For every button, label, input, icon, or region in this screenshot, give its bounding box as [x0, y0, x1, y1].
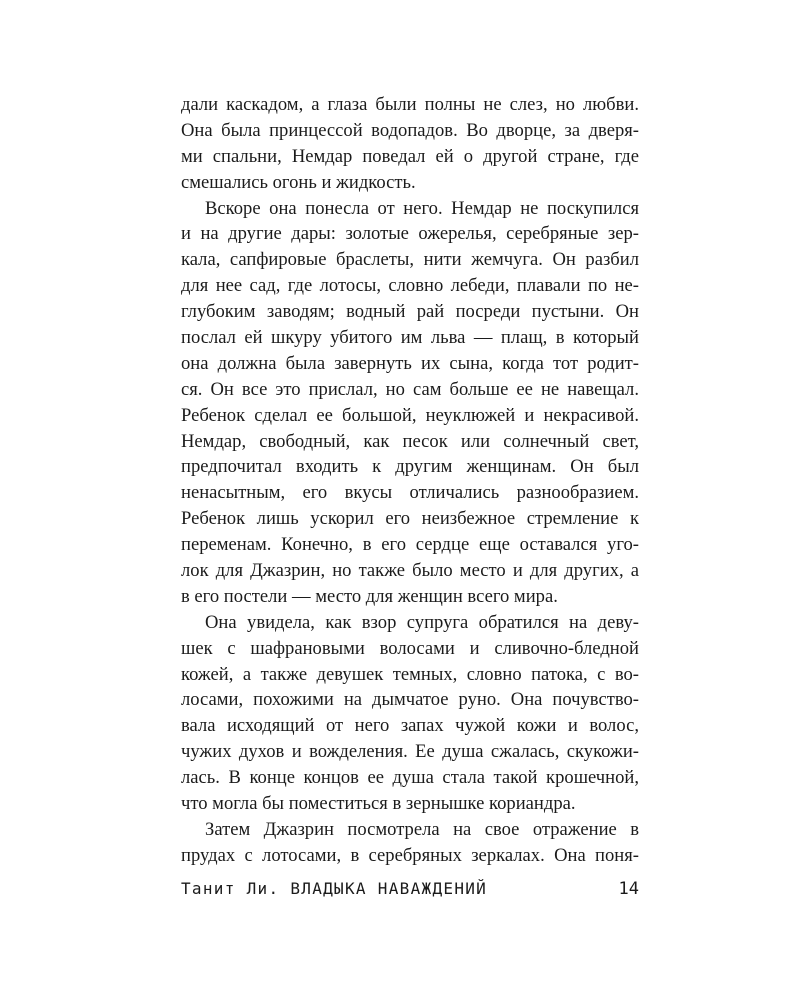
text-line-24: лосами, похожими на дымчатое руно. Она почувство- [181, 689, 639, 711]
text-line-18: переменам. Конечно, в его сердце еще оставался уго- [181, 534, 639, 556]
text-line-30: прудах с лотосами, в серебряных зеркалах. Она поня- [181, 844, 639, 866]
text-line-8: для нее сад, где лотосы, словно лебеди, плавали по не- [181, 275, 639, 297]
text-line-9: глубоким заводям; водный рай посреди пустыни. Он [181, 301, 639, 323]
text-line-11: она должна была завернуть их сына, когда тот родит- [181, 352, 639, 374]
text-line-12: ся. Он все это прислал, но сам больше ее не навещал. [181, 378, 639, 400]
text-line-6: и на другие дары: золотые ожерелья, серебряные зер- [181, 223, 639, 245]
text-line-28: что могла бы поместиться в зернышке кориандра. [181, 793, 576, 815]
text-line-7: кала, сапфировые браслеты, нити жемчуга. Он разбил [181, 249, 639, 271]
running-title: Танит Ли. ВЛАДЫКА НАВАЖДЕНИЙ [181, 879, 488, 898]
text-line-29: Затем Джазрин посмотрела на свое отражение в [205, 818, 639, 840]
text-line-3: ми спальни, Немдар поведал ей о другой стране, где [181, 145, 639, 167]
text-line-4: смешались огонь и жидкость. [181, 171, 416, 193]
text-line-20: в его постели — место для женщин всего мира. [181, 585, 558, 607]
text-line-23: кожей, а также девушек темных, словно патока, с во- [181, 663, 639, 685]
text-line-27: лась. В конце концов ее душа стала такой крошечной, [181, 767, 639, 789]
text-line-26: чужих духов и вожделения. Ее душа сжалась, скукожи- [181, 741, 639, 763]
text-line-22: шек с шафрановыми волосами и сливочно-бледной [181, 637, 639, 659]
text-line-5: Вскоре она понесла от него. Немдар не поскупился [205, 197, 639, 219]
text-line-10: послал ей шкуру убитого им льва — плащ, в который [181, 327, 639, 349]
text-line-1: дали каскадом, а глаза были полны не слез, но любви. [181, 94, 639, 115]
text-line-25: вала исходящий от него запах чужой кожи и волос, [181, 715, 639, 737]
text-line-15: предпочитал входить к другим женщинам. Он был [181, 456, 639, 478]
text-line-17: Ребенок лишь ускорил его неизбежное стремление к [181, 508, 639, 530]
text-line-14: Немдар, свободный, как песок или солнечный свет, [181, 430, 639, 452]
text-line-13: Ребенок сделал ее большой, неуклюжей и некрасивой. [181, 404, 639, 426]
page-footer [181, 876, 639, 902]
body-text [181, 92, 639, 869]
text-line-19: лок для Джазрин, но также было место и для других, а [181, 560, 639, 582]
text-line-16: ненасытным, его вкусы отличались разнообразием. [181, 482, 639, 504]
text-line-21: Она увидела, как взор супруга обратился на деву- [205, 611, 639, 633]
page-number: 14 [618, 879, 639, 899]
text-line-2: Она была принцессой водопадов. Во дворце, за дверя- [181, 119, 639, 141]
